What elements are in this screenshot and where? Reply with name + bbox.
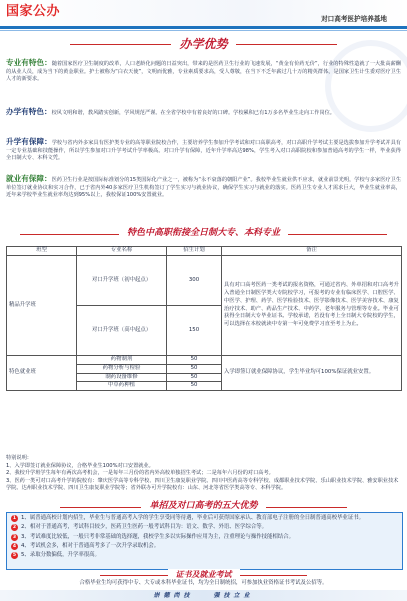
- advantage-text: 校风文明和谐，教风踏实创新，学风规范严谨。在全省学校中有着良好的口碑。学校累积已有1万多名毕业生走向工作岗位。: [51, 110, 335, 116]
- list-item-text: 5、录取分数偏低，升学率很高。: [21, 552, 100, 559]
- cert-title: 证书及就业考试: [168, 569, 240, 581]
- majors-table: [6, 246, 402, 391]
- class-type-cell: 特色就业班: [7, 356, 77, 391]
- advantage-label: 升学有保障：: [6, 137, 52, 146]
- table-header-cell: 专业名称: [77, 247, 167, 256]
- note-item: 3、医药一类可对口高考升学的院校有：肇庆医学高等专科学校、四川卫生康复职业学院、四川中医药高等专科学校、成都职业技术学院、乐山职业技术学院、雅安职业技术学院、达州职业技术学院、四川卫生康复职业学院等；省外联办可升学院校有：山东、河北等省医学类高等专、本科学院。: [6, 477, 399, 492]
- footer-motto: 崇德尚技 强技立业: [0, 590, 407, 601]
- header-divider-thin: [0, 30, 407, 31]
- major-cell: 制药设备维修: [77, 373, 167, 382]
- five-adv-list: [7, 513, 402, 560]
- list-item-text: 3、考试难度比较低，一般只考非常基础的选择题，我校学生多以实际操作应用为主，注重理论与操作技能相结合。: [21, 533, 294, 540]
- plan-cell: 300: [167, 256, 222, 306]
- list-item-text: 1、属普通高校计划内招生，毕业生与普通高考入学的学生享受同等待遇，毕业后可获得国家承认、教育部电子注册的全日制普通高校毕业证书。: [21, 515, 365, 521]
- plan-cell: 50: [167, 382, 222, 391]
- major-cell: 中草药种植: [77, 382, 167, 391]
- majors-banner: [0, 227, 407, 240]
- page-header: [0, 0, 407, 26]
- header-divider: [0, 26, 407, 29]
- table-header-row: [7, 247, 402, 256]
- number-badge: 3: [12, 534, 17, 540]
- major-cell: 药物分析与检验: [77, 364, 167, 373]
- advantages-banner: [0, 36, 407, 53]
- advantage-specialty: [6, 57, 401, 84]
- advantage-label: 办学有特色：: [6, 107, 52, 116]
- notes-title: 特别说明：: [6, 455, 32, 461]
- brand-title: 国家公办: [6, 4, 61, 19]
- number-badge: 2: [12, 525, 17, 531]
- note-item: 2、我校升学班学生每年有两次高考机会，一是每年三月份的省内外高校单独招生考试；二是每年六月份的对口高考。: [6, 470, 274, 477]
- table-row: [7, 356, 402, 365]
- number-badge: 5: [12, 553, 17, 559]
- table-header-cell: 班型: [7, 247, 77, 256]
- major-cell: 药物制剂: [77, 356, 167, 365]
- note-cell: 具有对口高考医药一类考试的报名资格，可通过省内、外单招和对口高考升入普通全日制医学类大专院校学习，可报考的专业有临床医学、口腔医学、中医学、护理、药学、医学检验技术、医学影像技术、医学美容技术、康复治疗技术、助产、药品生产技术、中药学、老年服务与管理等专业。毕业可获得全日制大专毕业证书。学校承诺，若没有考上全日制大专院校的学生，可以选择在本校就读中专第一年可免费学习直至考上为止。: [222, 256, 402, 356]
- table-header-cell: 备注: [222, 247, 402, 256]
- list-item: [11, 524, 398, 532]
- advantage-text: 学校与省内外多家具有医护类专业的高等职业院校合作，主要培养学生参加升学考试和对口高职高考，对口高职升学考试主要是选拔参加升学考试并具有一定专业基础和技能操作，所以学生参加对口升学考试升学率极高。对口升学有保障，近年升学率高达98%，学生考入对口高职院校和参加普通高考的学生一样，毕业获得全日制大专、本科文凭。: [6, 140, 401, 162]
- advantage-label: 就业有保障：: [6, 174, 52, 183]
- major-cell: 对口升学班（初中起点）: [77, 256, 167, 306]
- advantage-text: 随着国家医疗卫生制度的改革，人口老龄化问题的日益突出，带来的是医药卫生行业的飞速发展，“黄金有价药无价”，行业的特殊性造就了一大批高薪酬的从业人员，成为当下的黄金职业。护士被称为“白衣天使”，文明而优雅，专业素质要求高，受人尊敬，在当下不乏年薪过几十万的精英群体，是国家卫生计生委对医疗卫生人才的新要求。: [6, 61, 401, 83]
- table-header-cell: 招生计划: [167, 247, 222, 256]
- advantage-school: [6, 106, 401, 118]
- table-row: [7, 256, 402, 306]
- class-type-cell: 精品升学班: [7, 256, 77, 356]
- plan-cell: 50: [167, 356, 222, 365]
- list-item-text: 2、相对于普通高考，考试科目较少，医药卫生医药一般考试科目为：语文、数学、外语、医学综合等。: [21, 524, 268, 531]
- note-item: 1、入学即签订就业保障协议，合格毕业生100%对口安置就业。: [6, 462, 154, 469]
- plan-cell: 150: [167, 306, 222, 356]
- number-badge: 4: [12, 543, 17, 549]
- advantage-employment: [6, 173, 401, 200]
- number-badge: 1: [12, 516, 17, 521]
- advantage-upgrade: [6, 136, 401, 163]
- majors-title: 特色中高职衔接全日制大专、本科专业: [119, 227, 288, 240]
- note-cell: 入学即签订就业保障协议，学生毕业均可100%保证就业安置。: [222, 356, 402, 391]
- special-notes: [6, 455, 401, 493]
- five-adv-box: [6, 512, 403, 570]
- plan-cell: 50: [167, 364, 222, 373]
- list-item-text: 4、考试机会多，相对于普通高考多了一次升学录取机会。: [21, 542, 160, 549]
- five-adv-title: 单招及对口高考的五大优势: [141, 500, 265, 513]
- advantage-text: 医药卫生行业是按国际标准划分的15类国际化产业之一，被称为“永不衰落的朝阳产业”。我校毕业生就业供不应求，就业前景光明，学校与多家医疗卫生单位签订就业协议和实习合作，已于省内外40多家医疗卫生机构签订了学生实习与就业协议，确保学生实习与就业的落实。医药卫生专业人才需求巨大，毕业生就业率高，近年来学校毕业生就业率均达到95%以上，我校保证100%安置就业。: [6, 177, 402, 199]
- list-item: [11, 515, 398, 523]
- site-subtitle: 对口高考医护培养基地: [321, 15, 387, 23]
- list-item: [11, 534, 398, 542]
- cert-text: 合格毕业生均可获得中专、大专或本科毕业证书，均为全日制统招，可参加执业资格证书考试及公招等。: [79, 580, 328, 586]
- advantage-label: 专业有特色：: [6, 58, 52, 67]
- list-item: [11, 543, 398, 551]
- cert-banner: [0, 569, 407, 581]
- list-item: [11, 552, 398, 560]
- advantages-title: 办学优势: [171, 36, 235, 53]
- decorative-swoosh: [325, 40, 407, 132]
- major-cell: 对口升学班（高中起点）: [77, 306, 167, 356]
- plan-cell: 50: [167, 373, 222, 382]
